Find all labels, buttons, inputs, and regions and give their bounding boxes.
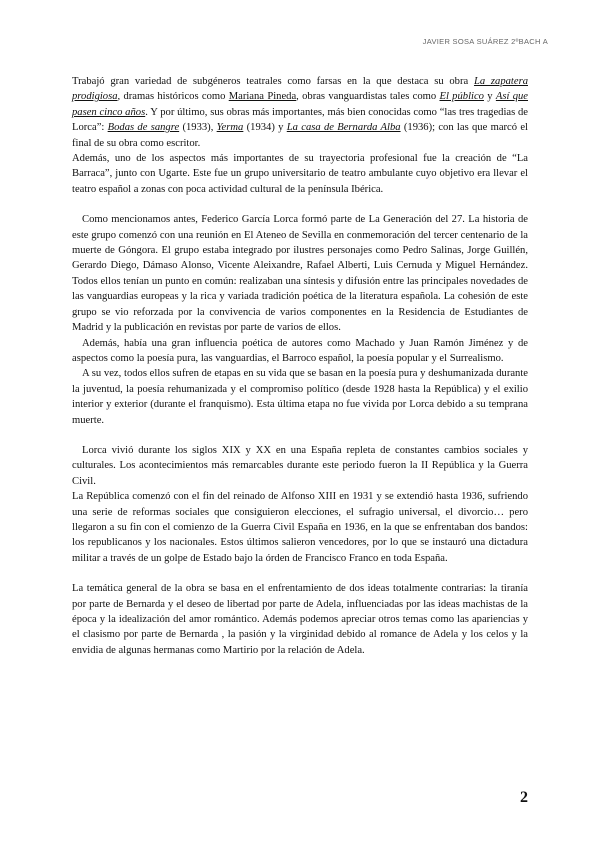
text-run: . Y por último, sus obras más importantes, más bien conocidas como “las tres tragedias de Lorca”: [72,106,529,134]
text-run: , dramas históricos como [117,91,229,103]
paragraph-tematica: La temática general de la obra se basa en el enfrentamiento de dos ideas totalmente contrarias: la tiranía por parte de Bernarda y el deseo de libertad por parte de Adela, influenciadas por las ideas machistas de la época y la idealización del amor romántico. Además podemos apreciar otros temas como las apariencias y el clasismo por parte de Bernarda , la pasión y la virginidad debido al romance de Adela y los celos y la envidia de algunas hermanas como Martirio por la relación de Adela. [72,583,528,656]
text-run: Trabajó gran variedad de subgéneros teatrales como farsas en la que destaca su obra [72,76,474,87]
work-title-asi-que-pasen: Así que pasen cinco años [72,91,529,118]
paragraph-generacion-27: Como mencionamos antes, Federico García Lorca formó parte de La Generación del 27. La historia de este grupo comenzó con una reunión en El Ateneo de Sevilla en conmemoración del tercer centenario de la muerte de Góngora. El grupo estaba integrado por ilustres personajes como Pedro Salinas, Jorge Guillén, Gerardo Diego, Dámaso Alonso, Vicente Aleixandre, Rafael Alberti, Luis Cernuda y Miguel Hernández. Todos ellos tenían un punto en común: realizaban una síntesis y difusión entre las principales novedades de las vanguardias europeas y la rica y variada tradición poética de la literatura española. La cohesión de este grupo se vio reforzada por la convivencia de varios componentes en la Residencia de Estudiantes de Madrid y la publicación en revistas por parte de varios de ellos. [72,214,528,334]
work-title-bodas-de-sangre: Bodas de sangre [107,122,180,134]
page-number: 2 [520,789,528,806]
paragraph-republica: La República comenzó con el fin del reinado de Alfonso XIII en 1931 y se extendió hasta 1936, sufriendo una serie de reformas sociales que consiguieron elecciones, el sufragio universal, el divorcio… pero llegaron a su fin con el comienzo de la Guerra Civil España en 1936, en la que se enfrentaban dos bandos: los republicanos y los nacionales. Estos últimos salieron vencedores, por lo que se instauró una dictadura militar a través de un golpe de Estado bajo la órden de Francisco Franco en toda España. [72,491,528,564]
work-title-zapatera: La zapatera prodigiosa [72,76,528,103]
work-title-el-publico: El público [439,91,484,103]
text-run: y [483,91,496,103]
paragraph-gap [72,197,528,212]
paragraph-stages: A su vez, todos ellos sufren de etapas en su vida que se basan en la poesía pura y deshumanizada durante la juventud, la poesía rehumanizada y el compromiso político (desde 1928 hasta la República) y el exilio interior y exterior (durante el franquismo). Esta última etapa no fue vivida por Lorca debido a su temprana muerte. [72,368,528,426]
work-title-mariana-pineda: Mariana Pineda [228,91,297,103]
paragraph-influences: Además, había una gran influencia poética de autores como Machado y Juan Ramón Jiménez y de aspectos como la poesía pura, las vanguardias, el Barroco español, la poesía popular y el Surrealismo. [72,337,528,364]
work-title-yerma: Yerma [216,122,244,134]
paragraph-gap [72,428,528,443]
text-run: , obras vanguardistas tales como [296,91,440,103]
page-header: JAVIER SOSA SUÁREZ 2ºBACH A [422,37,548,46]
text-run: (1934) y [243,122,287,134]
document-body [72,74,528,658]
paragraph-historical-context: Lorca vivió durante los siglos XIX y XX en una España repleta de constantes cambios sociales y culturales. Los acontecimientos más remarcables durante este periodo fueron la II República y la Guerra Civil. [72,444,528,487]
paragraph-gap [72,566,528,581]
work-title-bernarda-alba: La casa de Bernarda Alba [286,122,401,134]
text-run: (1933), [179,122,217,134]
paragraph-works [72,74,528,151]
text-run: (1936); con las que marcó el final de su obra como escritor. [72,122,528,149]
paragraph-la-barraca: Además, uno de los aspectos más importantes de su trayectoria profesional fue la creación de “La Barraca”, junto con Ugarte. Este fue un grupo universitario de teatro ambulante cuyo objetivo era llevar el teatro español a zonas con poca actividad cultural de la península Ibérica. [72,153,528,195]
